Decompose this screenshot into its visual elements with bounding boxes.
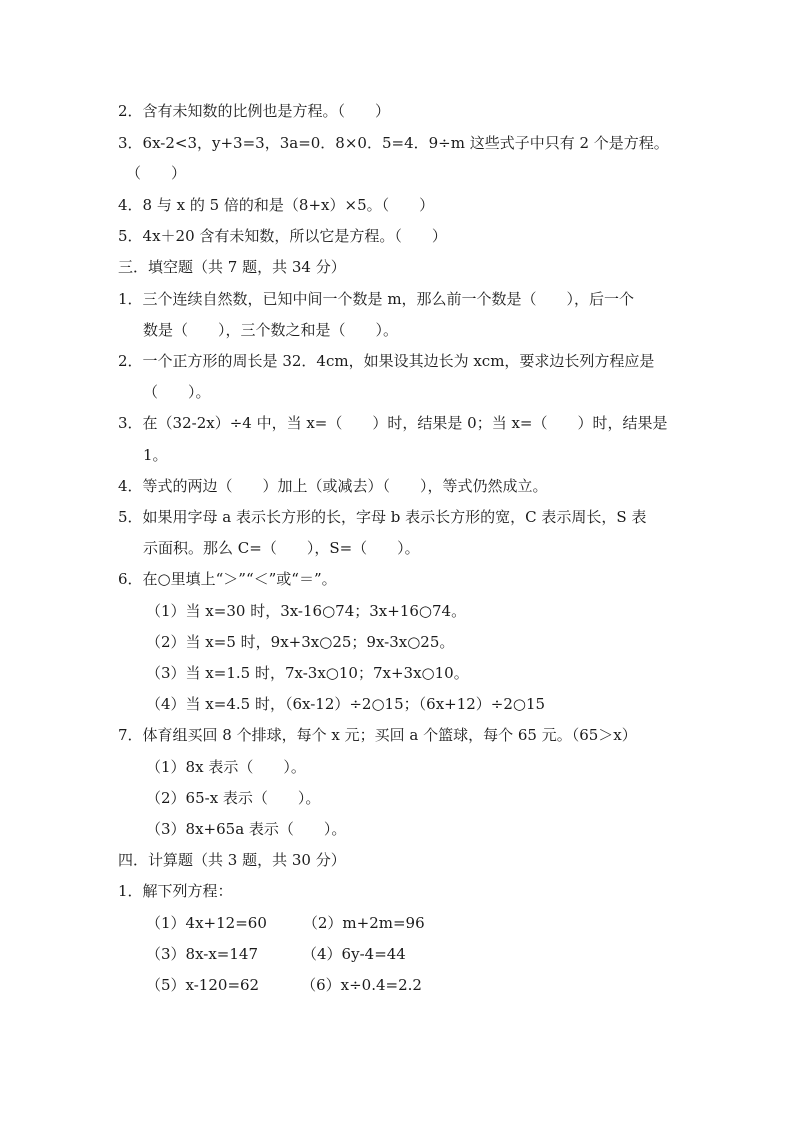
- fill-question-7-part-3: （3）8x+65a 表示（ ）。: [146, 820, 347, 838]
- section-3-heading: 三．填空题（共 7 题，共 34 分）: [118, 258, 346, 276]
- equation-4: （4）6y-4=44: [302, 945, 406, 963]
- question-4: 4．8 与 x 的 5 倍的和是（8+x）×5。（ ）: [118, 196, 435, 214]
- equation-2: （2）m+2m=96: [302, 914, 425, 932]
- equation-row-2: [146, 944, 406, 964]
- fill-question-1: 1．三个连续自然数，已知中间一个数是 m，那么前一个数是（ ），后一个: [118, 290, 635, 308]
- question-3-answer-blank: （ ）: [126, 164, 187, 182]
- fill-question-6: 6．在○里填上“＞”“＜”或“＝”。: [118, 570, 337, 588]
- fill-question-7-part-2: （2）65-x 表示（ ）。: [146, 789, 321, 807]
- fill-question-5: 5．如果用字母 a 表示长方形的长，字母 b 表示长方形的宽，C 表示周长，S 表: [118, 508, 647, 526]
- equation-5: （5）x-120=62: [146, 976, 260, 994]
- question-5: 5．4x＋20 含有未知数，所以它是方程。（ ）: [118, 227, 447, 245]
- fill-question-6-part-4: （4）当 x=4.5 时，（6x-12）÷2○15；（6x+12）÷2○15: [146, 695, 546, 713]
- equation-1: （1）4x+12=60: [146, 914, 267, 932]
- equation-row-1: [146, 913, 425, 933]
- fill-question-4: 4．等式的两边（ ）加上（或减去）（ ），等式仍然成立。: [118, 477, 548, 495]
- fill-question-3-cont: 1。: [143, 446, 168, 464]
- fill-question-7-part-1: （1）8x 表示（ ）。: [146, 758, 306, 776]
- equation-row-3: [146, 975, 422, 995]
- question-3: 3．6x-2<3，y+3=3，3a=0．8×0．5=4．9÷m 这些式子中只有 2 个是方程。: [118, 134, 669, 152]
- fill-question-5-cont: 示面积。那么 C=（ ），S=（ ）。: [143, 539, 420, 557]
- fill-question-3: 3．在（32-2x）÷4 中，当 x=（ ）时，结果是 0；当 x=（ ）时，结果是: [118, 414, 668, 432]
- section-4-heading: 四．计算题（共 3 题，共 30 分）: [118, 851, 346, 869]
- fill-question-7: 7．体育组买回 8 个排球，每个 x 元；买回 a 个篮球，每个 65 元。（65＞x）: [118, 726, 637, 744]
- fill-question-6-part-2: （2）当 x=5 时，9x+3x○25；9x-3x○25。: [146, 633, 455, 651]
- fill-question-2-cont: （ ）。: [143, 383, 211, 401]
- question-2: 2．含有未知数的比例也是方程。（ ）: [118, 102, 391, 120]
- fill-question-6-part-3: （3）当 x=1.5 时，7x-3x○10；7x+3x○10。: [146, 664, 469, 682]
- fill-question-6-part-1: （1）当 x=30 时，3x-16○74；3x+16○74。: [146, 602, 467, 620]
- calc-question-1: 1．解下列方程：: [118, 882, 233, 900]
- equation-3: （3）8x-x=147: [146, 945, 259, 963]
- equation-6: （6）x÷0.4=2.2: [301, 976, 422, 994]
- fill-question-1-cont: 数是（ ），三个数之和是（ ）。: [143, 321, 399, 339]
- fill-question-2: 2．一个正方形的周长是 32．4cm，如果设其边长为 xcm，要求边长列方程应是: [118, 352, 655, 370]
